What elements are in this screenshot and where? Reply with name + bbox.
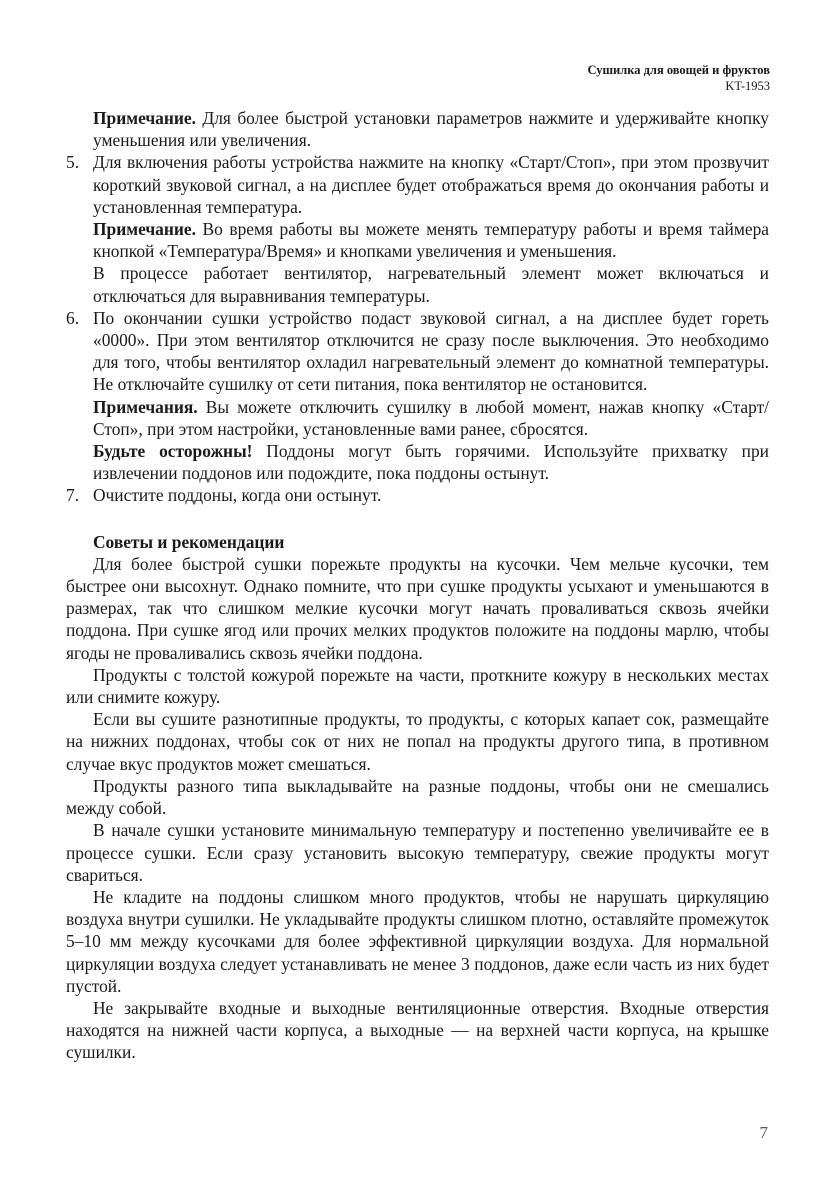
step-5-number: 5. bbox=[66, 152, 80, 173]
tips-paragraph: Не закрывайте входные и выходные вентиляционные отверстия. Входные отверстия находятся на нижней части корпуса, а выходные — на верхней части корпуса, на крышке сушилки. bbox=[66, 997, 769, 1063]
step-6-note bbox=[93, 396, 769, 440]
tips-paragraph: В начале сушки установите минимальную температуру и постепенно увеличивайте ее в процессе сушки. Если сразу установить высокую температуру, свежие продукты могут свариться. bbox=[66, 820, 769, 885]
tips-paragraph: Для более быстрой сушки порежьте продукты на кусочки. Чем мельче кусочки, тем быстрее они высохнут. Однако помните, что при сушке продукты усыхают и уменьшаются в размерах, так что слишком мелкие кусочки могут начать проваливаться сквозь ячейки поддона. При сушке ягод или прочих мелких продуктов положите на поддоны марлю, чтобы ягоды не проваливались сквозь ячейки поддона. bbox=[66, 553, 769, 663]
header-title: Сушилка для овощей и фруктов bbox=[587, 63, 770, 77]
step-7 bbox=[66, 484, 769, 506]
tips-heading: Советы и рекомендации bbox=[93, 531, 285, 552]
page-header bbox=[587, 62, 770, 94]
step-6-note-text: Вы можете отключить сушилку в любой момент, нажав кнопку «Старт/Стоп», при этом настройки, установленные вами ранее, сбросятся. bbox=[93, 396, 769, 439]
step-5-note-text: Во время работы вы можете менять температуру работы и время таймера кнопкой «Температура/Время» и кнопками увеличения и уменьшения. bbox=[93, 219, 769, 262]
step-7-text: Очистите поддоны, когда они остынут. bbox=[93, 485, 382, 506]
step-5-text: Для включения работы устройства нажмите на кнопку «Старт/Стоп», при этом прозвучит короткий звуковой сигнал, а на дисплее будет отображаться время до окончания работы и установленная температура. bbox=[93, 152, 769, 217]
note-top-text: Для более быстрой установки параметров нажмите и удерживайте кнопку уменьшения или увеличения. bbox=[93, 108, 769, 151]
step-5-note-label: Примечание. bbox=[93, 219, 196, 240]
tips-paragraph: Не кладите на поддоны слишком много продуктов, чтобы не нарушать циркуляцию воздуха внутри сушилки. Не укладывайте продукты слишком плотно, оставляйте промежуток 5–10 мм между кусочками для более эффективной циркуляции воздуха. Для нормальной циркуляции воздуха следует устанавливать не менее 3 поддонов, даже если часть из них будет пустой. bbox=[66, 886, 769, 996]
tips-paragraph: Продукты с толстой кожурой порежьте на части, проткните кожуру в нескольких местах или снимите кожуру. bbox=[66, 664, 769, 708]
step-5-note-extra: В процессе работает вентилятор, нагревательный элемент может включаться и отключаться для выравнивания температуры. bbox=[93, 263, 769, 306]
step-6-warning-label: Будьте осторожны! bbox=[93, 441, 253, 462]
tips-paragraph: Продукты разного типа выкладывайте на разные поддоны, чтобы они не смешались между собой. bbox=[66, 775, 769, 819]
step-5 bbox=[66, 151, 769, 218]
page-content bbox=[66, 107, 769, 1064]
step-7-number: 7. bbox=[66, 485, 80, 506]
note-top bbox=[93, 107, 769, 151]
tips-paragraph: Если вы сушите разнотипные продукты, то продукты, с которых капает сок, размещайте на нижних поддонах, чтобы сок от них не попал на продукты другого типа, в противном случае вкус продуктов может смешаться. bbox=[66, 709, 769, 774]
step-6 bbox=[66, 307, 769, 396]
note-top-label: Примечание. bbox=[93, 108, 196, 128]
header-model: KT-1953 bbox=[725, 79, 770, 93]
step-5-note bbox=[93, 218, 769, 262]
step-6-text: По окончании сушки устройство подаст звуковой сигнал, а на дисплее будет гореть «0000». При этом вентилятор отключится не сразу после выключения. Это необходимо для того, чтобы вентилятор охладил нагревательный элемент до комнатной температуры. Не отключайте сушилку от сети питания, пока вентилятор не остановится. bbox=[93, 307, 769, 395]
page-number: 7 bbox=[759, 1123, 768, 1142]
step-6-warning-text: Поддоны могут быть горячими. Используйте прихватку при извлечении поддонов или подождите, пока поддоны остынут. bbox=[93, 441, 769, 484]
step-6-number: 6. bbox=[66, 307, 80, 328]
step-6-note-label: Примечания. bbox=[93, 396, 198, 417]
step-6-warning bbox=[93, 440, 769, 484]
